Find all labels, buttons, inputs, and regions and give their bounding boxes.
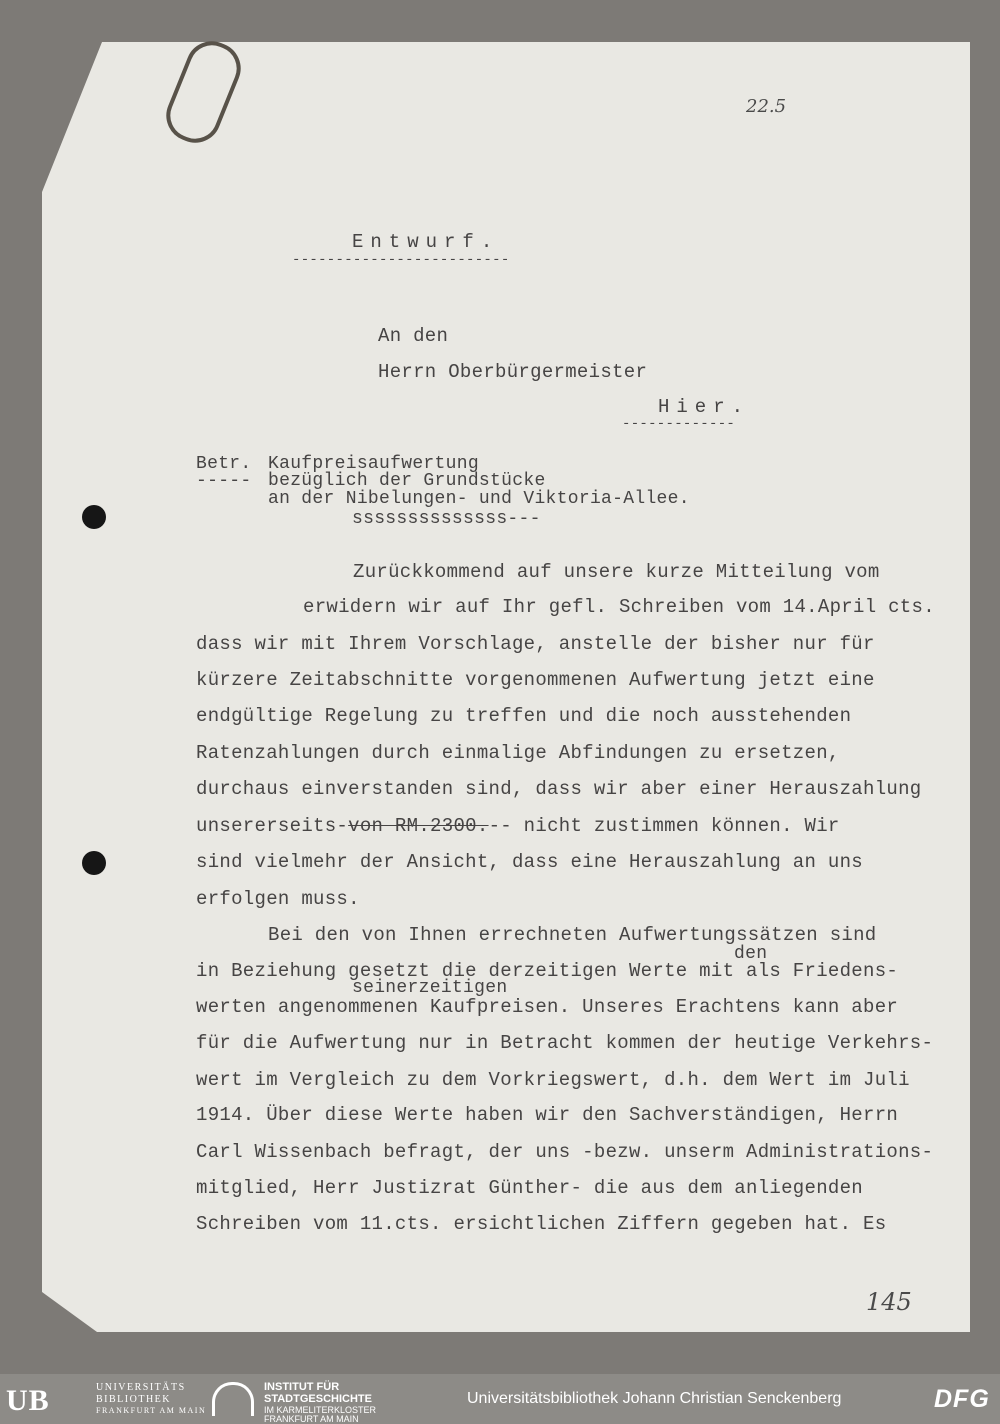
recipient-line-2: Herrn Oberbürgermeister [378,361,648,383]
insert-den: den [734,944,768,964]
p2-line-1: Bei den von Ihnen errechneten Aufwertungssätzen sind [268,924,877,946]
p1-line-8 [196,817,840,836]
p2-line-7: Carl Wissenbach befragt, der uns -bezw. unserm Administrations- [196,1141,934,1163]
p1-line-9: sind vielmehr der Ansicht, dass eine Herauszahlung an uns [196,851,864,873]
p2-line-5: wert im Vergleich zu dem Vorkriegswert, d.h. dem Wert im Juli [196,1069,910,1091]
archive-mark: 22.5 [746,96,787,117]
subject-dashes: ----- [196,471,252,491]
ifs-sub-2: FRANKFURT AM MAIN [264,1414,359,1424]
p2-line-4: für die Aufwertung nur in Betracht kommen der heutige Verkehrs- [196,1032,934,1054]
library-name[interactable]: Universitätsbibliothek Johann Christian Senckenberg [467,1390,842,1407]
p1-line-8-start: unsererseits- [196,815,349,837]
footer-bar [0,1374,1000,1424]
subject-line-1: Kaufpreisaufwertung [268,454,479,474]
p1-line-10: erfolgen muss. [196,888,360,910]
document-heading: Entwurf. [352,231,500,253]
p2-line-2: in Beziehung gesetzt die derzeitigen Werte mit als Friedens- [196,960,899,982]
heading-underline: ------------------------- [292,252,510,268]
subject-prefix: Betr. [196,454,252,474]
p2-line-8: mitglied, Herr Justizrat Günther- die aus dem anliegenden [196,1177,864,1199]
ub-line-2: BIBLIOTHEK [96,1394,171,1405]
p2-line-3: werten angenommenen Kaufpreisen. Unseres Erachtens kann aber [196,996,899,1018]
punch-hole-bottom [82,851,106,875]
institute-arch-icon [212,1382,254,1416]
ub-line-1: UNIVERSITÄTS [96,1382,186,1393]
punch-hole-top [82,505,106,529]
page-number: 145 [866,1288,912,1316]
struck-amount: von RM.2300. [348,815,489,837]
ifs-sub-1: IM KARMELITERKLOSTER [264,1405,377,1415]
p1-line-5: endgültige Regelung zu treffen und die noch ausstehenden [196,705,852,727]
subject-underline: ssssssssssssss--- [352,509,541,529]
subject-line-2: bezüglich der Grundstücke [268,471,546,491]
p1-line-3: dass wir mit Ihrem Vorschlage, anstelle der bisher nur für [196,633,875,655]
ub-line-3: FRANKFURT AM MAIN [96,1406,207,1415]
p1-line-1: Zurückkommend auf unsere kurze Mitteilung vom [353,561,880,583]
recipient-place: Hier. [658,396,751,418]
ifs-line-1: INSTITUT FÜR [264,1381,340,1393]
p1-line-8-end: -- nicht zustimmen können. Wir [488,815,840,837]
ifs-line-2: STADTGESCHICHTE [264,1393,372,1405]
ub-logo[interactable]: UB [6,1384,50,1417]
p1-line-7: durchaus einverstanden sind, dass wir aber einer Herauszahlung [196,778,922,800]
dfg-logo[interactable]: DFG [934,1385,990,1413]
subject-line-3: an der Nibelungen- und Viktoria-Allee. [268,489,690,509]
recipient-line-1: An den [378,325,449,347]
p2-line-6: 1914. Über diese Werte haben wir den Sachverständigen, Herrn [196,1104,899,1126]
place-underline: ------------- [622,416,736,432]
p1-line-2: erwidern wir auf Ihr gefl. Schreiben vom 14.April cts. [303,596,935,618]
insert-seinerzeitigen: seinerzeitigen [352,978,508,998]
p1-line-4: kürzere Zeitabschnitte vorgenommenen Aufwertung jetzt eine [196,669,875,691]
p2-line-9: Schreiben vom 11.cts. ersichtlichen Ziffern gegeben hat. Es [196,1213,887,1235]
p1-line-6: Ratenzahlungen durch einmalige Abfindungen zu ersetzen, [196,742,840,764]
